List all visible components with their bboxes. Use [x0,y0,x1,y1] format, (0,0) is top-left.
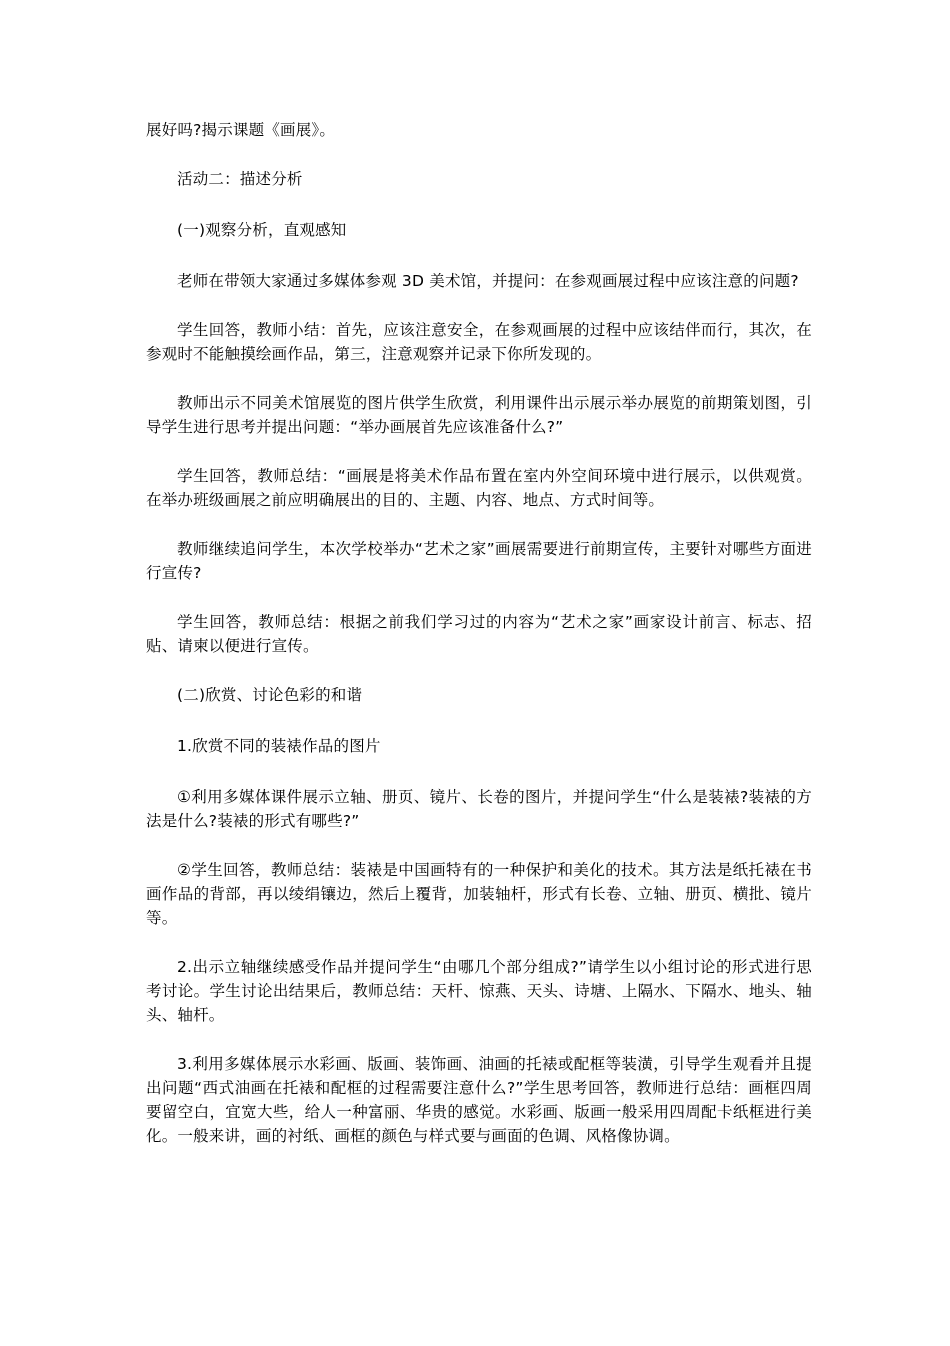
paragraph: 老师在带领大家通过多媒体参观 3D 美术馆，并提问：在参观画展过程中应该注意的问题? [177,272,799,290]
paragraph: ②学生回答，教师总结：装裱是中国画特有的一种保护和美化的技术。其方法是纸托裱在书画作品的背部，再以绫绢镶边，然后上覆背，加装轴杆，形式有长卷、立轴、册页、横批、镜片等。 [146,861,812,927]
paragraph: 学生回答，教师总结：“画展是将美术作品布置在室内外空间环境中进行展示，以供观赏。在举办班级画展之前应明确展出的目的、主题、内容、地点、方式时间等。 [146,467,812,509]
subsection-heading-observe: (一)观察分析，直观感知 [177,221,347,239]
paragraph: ①利用多媒体课件展示立轴、册页、镜片、长卷的图片，并提问学生“什么是装裱?装裱的方法是什么?装裱的形式有哪些?” [146,788,812,830]
document-body [146,118,812,1173]
paragraph: 学生回答，教师总结：根据之前我们学习过的内容为“艺术之家”画家设计前言、标志、招贴、请柬以便进行宣传。 [146,613,812,655]
paragraph: 学生回答，教师小结：首先，应该注意安全，在参观画展的过程中应该结伴而行，其次，在参观时不能触摸绘画作品，第三，注意观察并记录下你所发现的。 [146,321,812,363]
subsection-heading-color-harmony: (二)欣赏、讨论色彩的和谐 [177,686,363,704]
paragraph-continuation: 展好吗?揭示课题《画展》。 [146,121,336,139]
section-heading-activity-two: 活动二：描述分析 [177,170,303,188]
paragraph: 2.出示立轴继续感受作品并提问学生“由哪几个部分组成?”请学生以小组讨论的形式进行思考讨论。学生讨论出结果后，教师总结：天杆、惊燕、天头、诗塘、上隔水、下隔水、地头、轴头、轴杆。 [146,958,812,1024]
paragraph: 教师继续追问学生，本次学校举办“艺术之家”画展需要进行前期宣传，主要针对哪些方面进行宣传? [146,540,812,582]
paragraph: 教师出示不同美术馆展览的图片供学生欣赏，利用课件出示展示举办展览的前期策划图，引导学生进行思考并提出问题：“举办画展首先应该准备什么?” [146,394,812,436]
paragraph: 3.利用多媒体展示水彩画、版画、装饰画、油画的托裱或配框等装潢，引导学生观看并且提出问题“西式油画在托裱和配框的过程需要注意什么?”学生思考回答，教师进行总结：画框四周要留空白，宜宽大些，给人一种富丽、华贵的感觉。水彩画、版画一般采用四周配卡纸框进行美化。一般来讲，画的衬纸、画框的颜色与样式要与画面的色调、风格像协调。 [146,1055,812,1145]
numbered-heading-mounting: 1.欣赏不同的装裱作品的图片 [177,737,381,755]
